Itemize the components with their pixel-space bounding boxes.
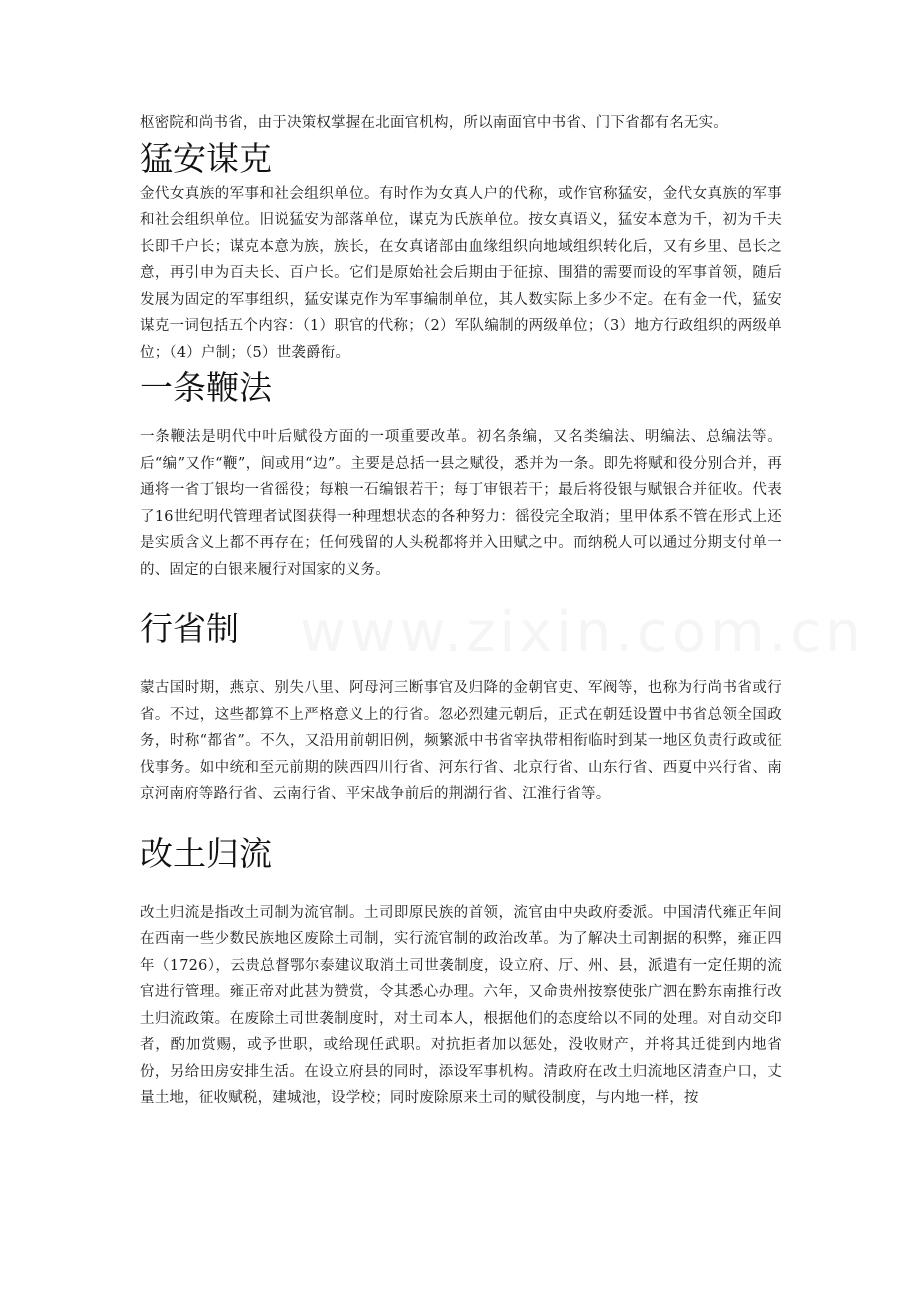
intro-paragraph: 枢密院和尚书省，由于决策权掌握在北面官机构，所以南面官中书省、门下省都有名无实。 [140, 115, 728, 131]
spacer [140, 651, 782, 675]
section-body-gaituguiliu: 改土归流是指改土司制为流官制。土司即原民族的首领，流官由中央政府委派。中国清代雍正年间在西南一些少数民族地区废除土司制，实行流官制的政治改革。为了解决土司割据的积弊，雍正四年（1726），云贵总督鄂尔泰建议取消土司世袭制度，设立府、厅、州、县，派遣有一定任期的流官进行管理。雍正帝对此甚为赞赏，令其悉心办理。六年，又命贵州按察使张广泗在黔东南推行改土归流政策。在废除土司世袭制度时，对土司本人，根据他们的态度给以不同的处理。对自动交印者，酌加赏赐，或予世职，或给现任武职。对抗拒者加以惩处，没收财产，并将其迁徙到内地省份，另给田房安排生活。在设立府县的同时，添设军事机构。清政府在改土归流地区清查户口，丈量土地，征收赋税，建城池，设学校；同时废除原来土司的赋役制度，与内地一样，按 [140, 904, 782, 1106]
document-page [140, 110, 782, 1112]
spacer [140, 876, 782, 900]
section-body-xingshengzhi: 蒙古国时期，燕京、别失八里、阿母河三断事官及归降的金朝官吏、军阀等，也称为行尚书省或行省。不过，这些都算不上严格意义上的行省。忽必烈建元朝后，正式在朝廷设置中书省总领全国政务，时称“都省”。不久，又沿用前朝旧例，频繁派中书省宰执带相衔临时到某一地区负责行政或征伐事务。如中统和至元前期的陕西四川行省、河东行省、北京行省、山东行省、西夏中兴行省、南京河南府等路行省、云南行省、平宋战争前后的荆湖行省、江淮行省等。 [140, 680, 782, 802]
section-heading-mengan-mouke: 猛安谋克 [140, 138, 272, 178]
spacer [140, 410, 782, 424]
watermark-text: www.zixin.com.cn [300, 600, 865, 665]
section-heading-gaituguiliu: 改土归流 [140, 833, 272, 873]
section-body-mengan-mouke: 金代女真族的军事和社会组织单位。有时作为女真人户的代称，或作官称猛安，金代女真族的军事和社会组织单位。旧说猛安为部落单位，谋克为氏族单位。按女真语义，猛安本意为千，初为千夫长即千户长；谋克本意为族，族长，在女真诸部由血缘组织向地域组织转化后，又有乡里、邑长之意，再引申为百夫长、百户长。它们是原始社会后期由于征掠、围猎的需要而设的军事首领，随后发展为固定的军事组织，猛安谋克作为军事编制单位，其人数实际上多少不定。在有金一代，猛安谋克一词包括五个内容：（1）职官的代称；（2）军队编制的两级单位；（3）地方行政组织的两级单位；（4）户制；（5）世袭爵衔。 [140, 185, 782, 361]
section-heading-yitiaobianfa: 一条鞭法 [140, 368, 272, 407]
section-heading-xingshengzhi: 行省制 [140, 609, 239, 648]
spacer [140, 808, 782, 832]
section-body-yitiaobianfa: 一条鞭法是明代中叶后赋役方面的一项重要改革。初名条编，又名类编法、明编法、总编法等。后“编”又作“鞭”，间或用“边”。主要是总括一县之赋役，悉并为一条。即先将赋和役分别合并，再通将一省丁银均一省徭役；每粮一石编银若干；每丁审银若干；最后将役银与赋银合并征收。代表了16世纪明代管理者试图获得一种理想状态的各种努力：徭役完全取消；里甲体系不管在形式上还是实质含义上都不再存在；任何残留的人头税都将并入田赋之中。而纳税人可以通过分期支付单一的、固定的白银来履行对国家的义务。 [140, 429, 782, 578]
spacer [140, 583, 782, 607]
